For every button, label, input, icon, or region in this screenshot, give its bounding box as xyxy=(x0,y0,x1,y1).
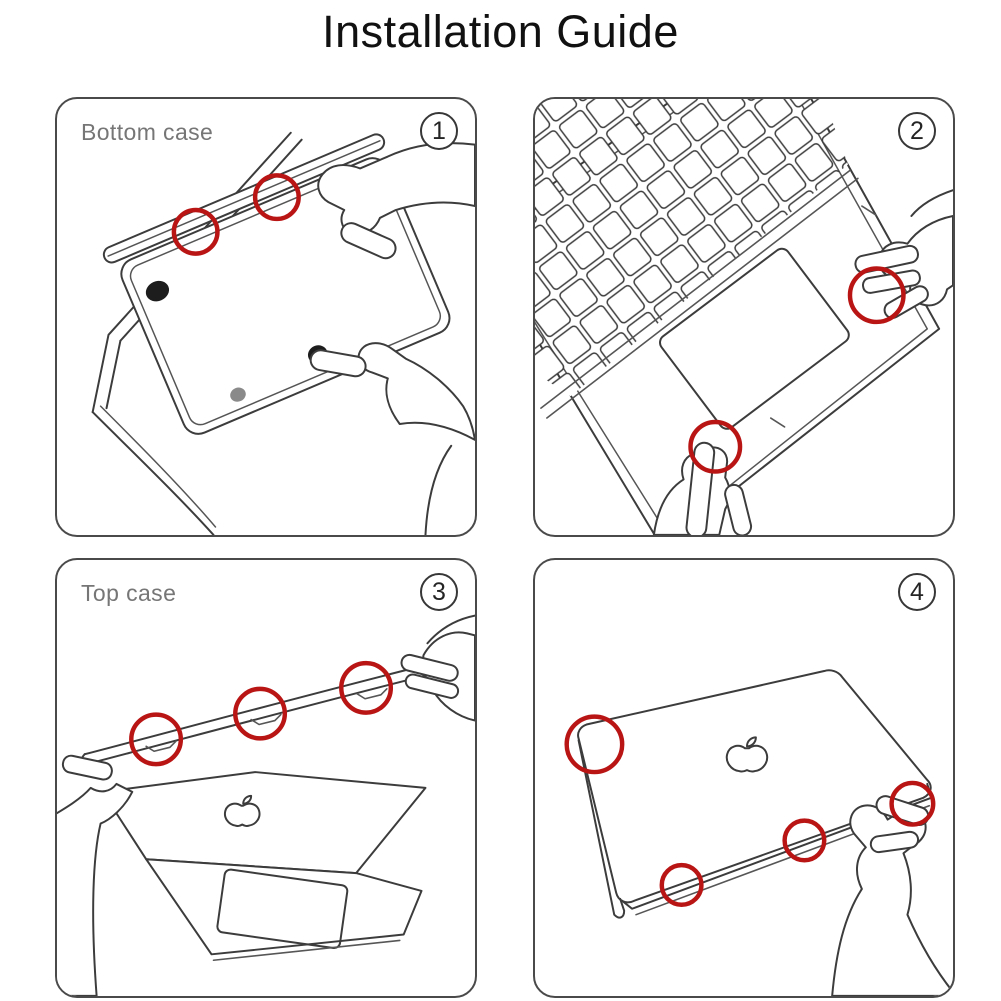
step-number-badge-1: 1 xyxy=(420,112,458,150)
top-case-cover xyxy=(82,659,451,764)
keyboard-deck-illustration xyxy=(535,99,953,535)
step-number-badge-2: 2 xyxy=(898,112,936,150)
hand-outline xyxy=(832,794,953,996)
top-case-illustration xyxy=(57,560,475,996)
step-panel-2 xyxy=(533,97,955,537)
closed-laptop-illustration xyxy=(535,560,953,996)
page-title: Installation Guide xyxy=(322,6,679,57)
step-panel-3 xyxy=(55,558,477,998)
laptop-under-cover xyxy=(103,772,426,960)
step-panel-4 xyxy=(533,558,955,998)
step-panel-1 xyxy=(55,97,477,537)
hand-outline xyxy=(57,754,132,996)
hand-outline xyxy=(309,343,475,535)
finger xyxy=(723,483,753,535)
keyboard-deck xyxy=(535,99,939,535)
laptop-lid xyxy=(103,772,426,873)
step-number-badge-3: 3 xyxy=(420,573,458,611)
hand-outline xyxy=(400,616,475,721)
panel-label-bottom-case: Bottom case xyxy=(81,119,214,145)
clip-highlight-circle xyxy=(341,663,391,713)
panel-label-top-case: Top case xyxy=(81,580,177,606)
bottom-case-illustration xyxy=(57,99,475,535)
step-number-badge-4: 4 xyxy=(898,573,936,611)
